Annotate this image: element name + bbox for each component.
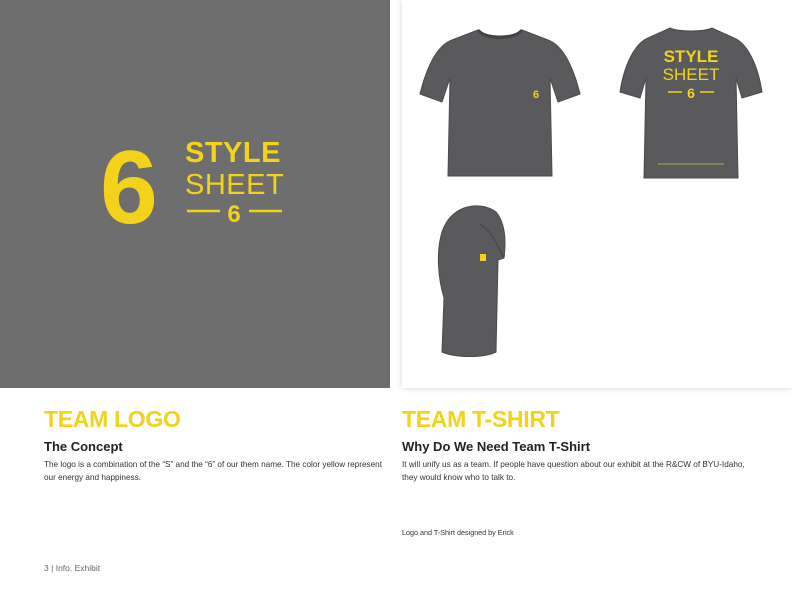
team-logo-subtitle: The Concept — [44, 439, 123, 454]
logo-line-style: STYLE — [185, 137, 281, 169]
team-tshirt-title: TEAM T-SHIRT — [402, 406, 560, 432]
back-line-six: 6 — [687, 85, 695, 101]
footer-separator: | — [51, 563, 54, 573]
team-logo-title: TEAM LOGO — [44, 406, 181, 432]
logo-line-six: 6 — [227, 201, 241, 228]
tshirt-side-image — [434, 202, 514, 362]
team-logo-body: The logo is a combination of the “S” and the “6” of our them name. The color yellow represent our energy and happiness. — [44, 460, 382, 482]
footer-section: Info. Exhibit — [55, 563, 101, 573]
logo-line-sheet: SHEET — [185, 169, 285, 201]
logo-mark: 6 — [100, 130, 158, 246]
sleeve-logo — [480, 254, 486, 261]
tshirt-front-image — [418, 22, 582, 182]
page-footer — [44, 563, 100, 573]
tshirt-panel — [402, 0, 792, 388]
team-tshirt-subtitle: Why Do We Need Team T-Shirt — [402, 439, 591, 454]
designer-credit: Logo and T-Shirt designed by Erick — [402, 528, 514, 537]
page-number: 3 — [44, 563, 49, 573]
team-tshirt-body: It will unify us as a team. If people have question about our exhibit at the R&CW of BYU-Idaho, they would know who to talk to. — [402, 460, 745, 482]
team-logo — [0, 0, 390, 388]
tshirt-back-image — [618, 22, 764, 182]
logo-panel — [0, 0, 390, 388]
back-line-sheet: SHEET — [662, 65, 720, 84]
front-mark: 6 — [532, 89, 540, 101]
back-line-style: STYLE — [663, 47, 719, 66]
